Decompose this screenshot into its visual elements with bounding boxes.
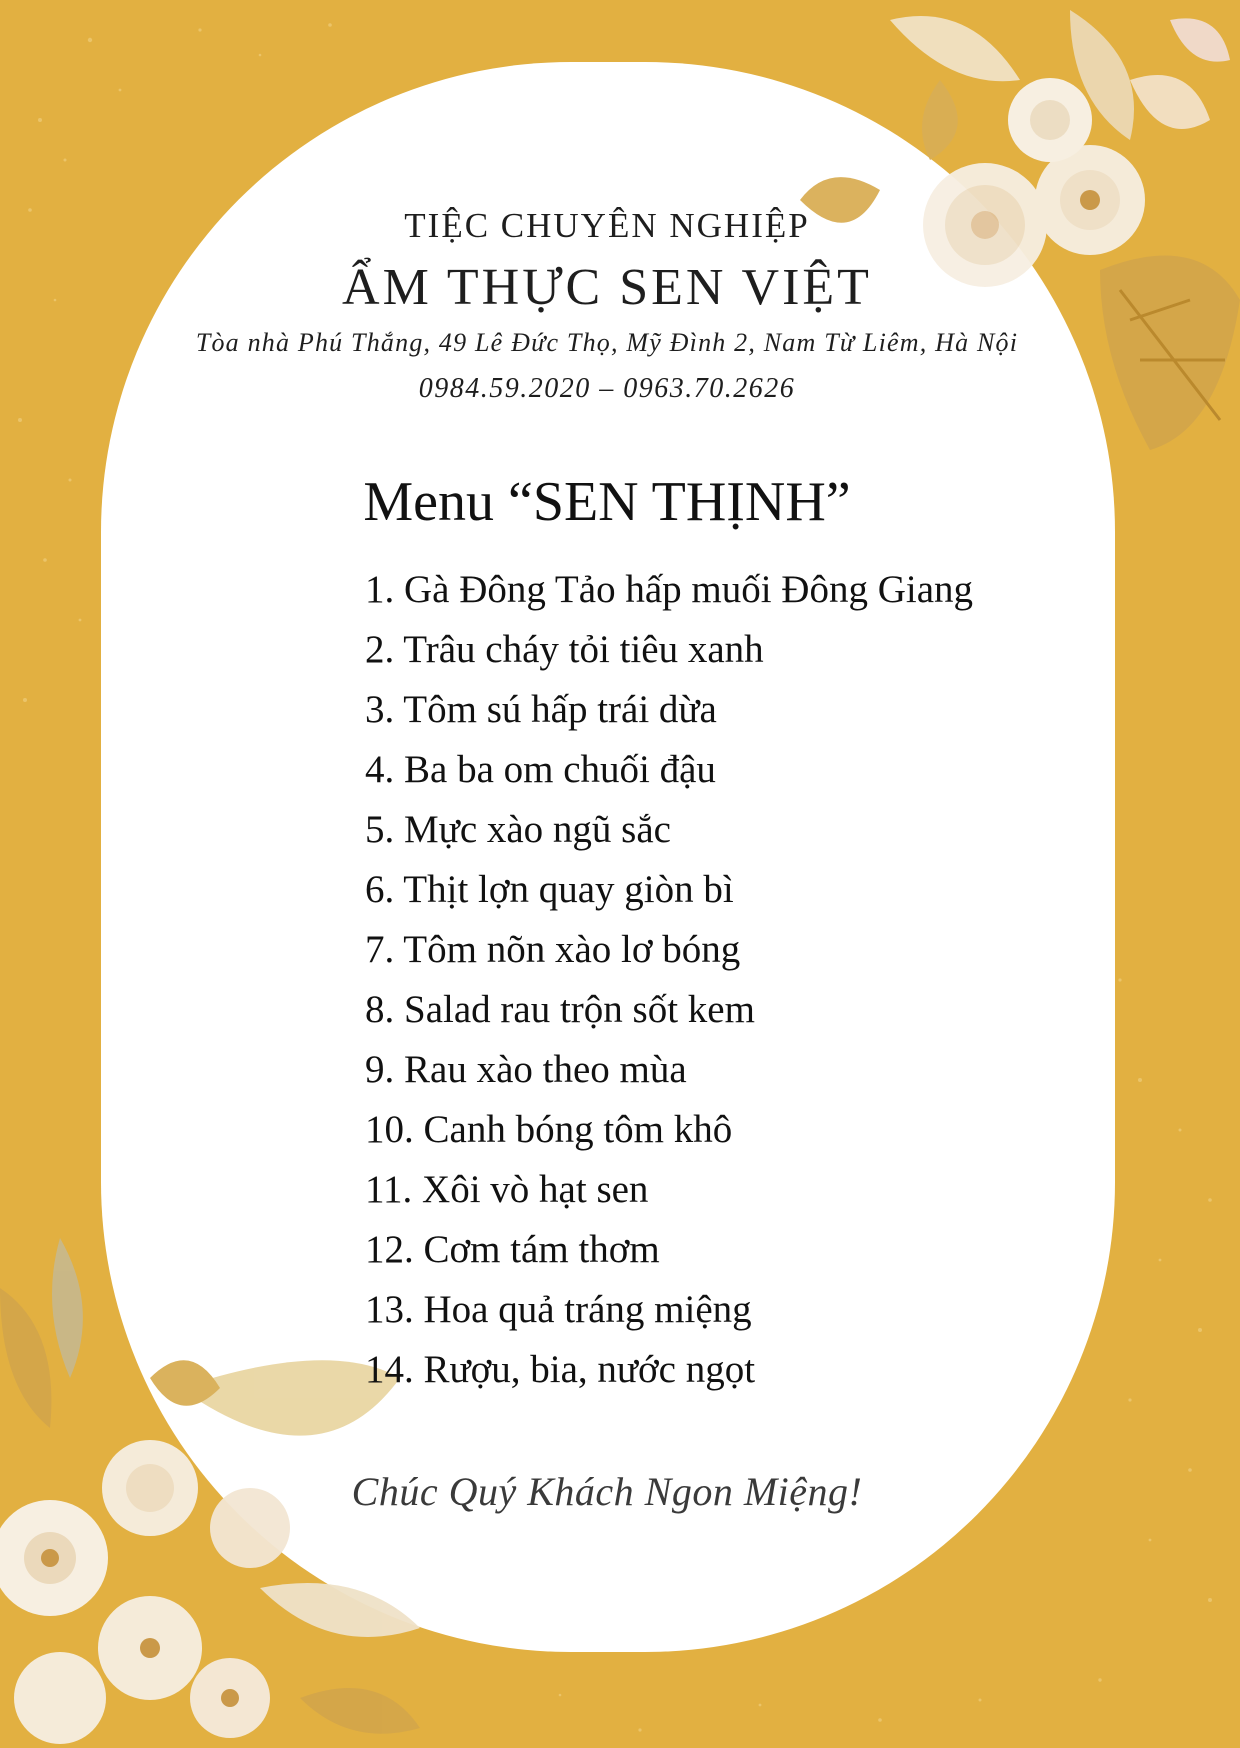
phone-numbers: 0984.59.2020 – 0963.70.2626 [418, 373, 796, 404]
menu-item: 8. Salad rau trộn sốt kem [365, 988, 755, 1031]
menu-item: 1. Gà Đông Tảo hấp muối Đông Giang [365, 568, 974, 611]
menu-item: 12. Cơm tám thơm [365, 1228, 660, 1271]
menu-item: 11. Xôi vò hạt sen [365, 1168, 649, 1211]
closing-greeting: Chúc Quý Khách Ngon Miệng! [351, 1469, 863, 1514]
brand-name: ẨM THỰC SEN VIỆT [342, 259, 872, 316]
menu-list [365, 560, 973, 1400]
menu-item: 4. Ba ba om chuối đậu [365, 748, 716, 791]
menu-item: 13. Hoa quả tráng miệng [365, 1288, 752, 1331]
menu-item: 3. Tôm sú hấp trái dừa [365, 688, 717, 731]
menu-item: 6. Thịt lợn quay giòn bì [365, 868, 734, 911]
menu-title: Menu “SEN THỊNH” [363, 471, 851, 533]
address-line: Tòa nhà Phú Thắng, 49 Lê Đức Thọ, Mỹ Đình 2, Nam Từ Liêm, Hà Nội [195, 328, 1019, 357]
menu-item: 10. Canh bóng tôm khô [365, 1108, 733, 1151]
menu-item: 14. Rượu, bia, nước ngọt [365, 1348, 756, 1391]
header-kicker: TIỆC CHUYÊN NGHIỆP [404, 206, 810, 245]
menu-item: 5. Mực xào ngũ sắc [365, 808, 671, 851]
menu-item: 7. Tôm nõn xào lơ bóng [365, 928, 741, 971]
menu-item: 9. Rau xào theo mùa [365, 1048, 687, 1091]
menu-item: 2. Trâu cháy tỏi tiêu xanh [365, 628, 764, 671]
